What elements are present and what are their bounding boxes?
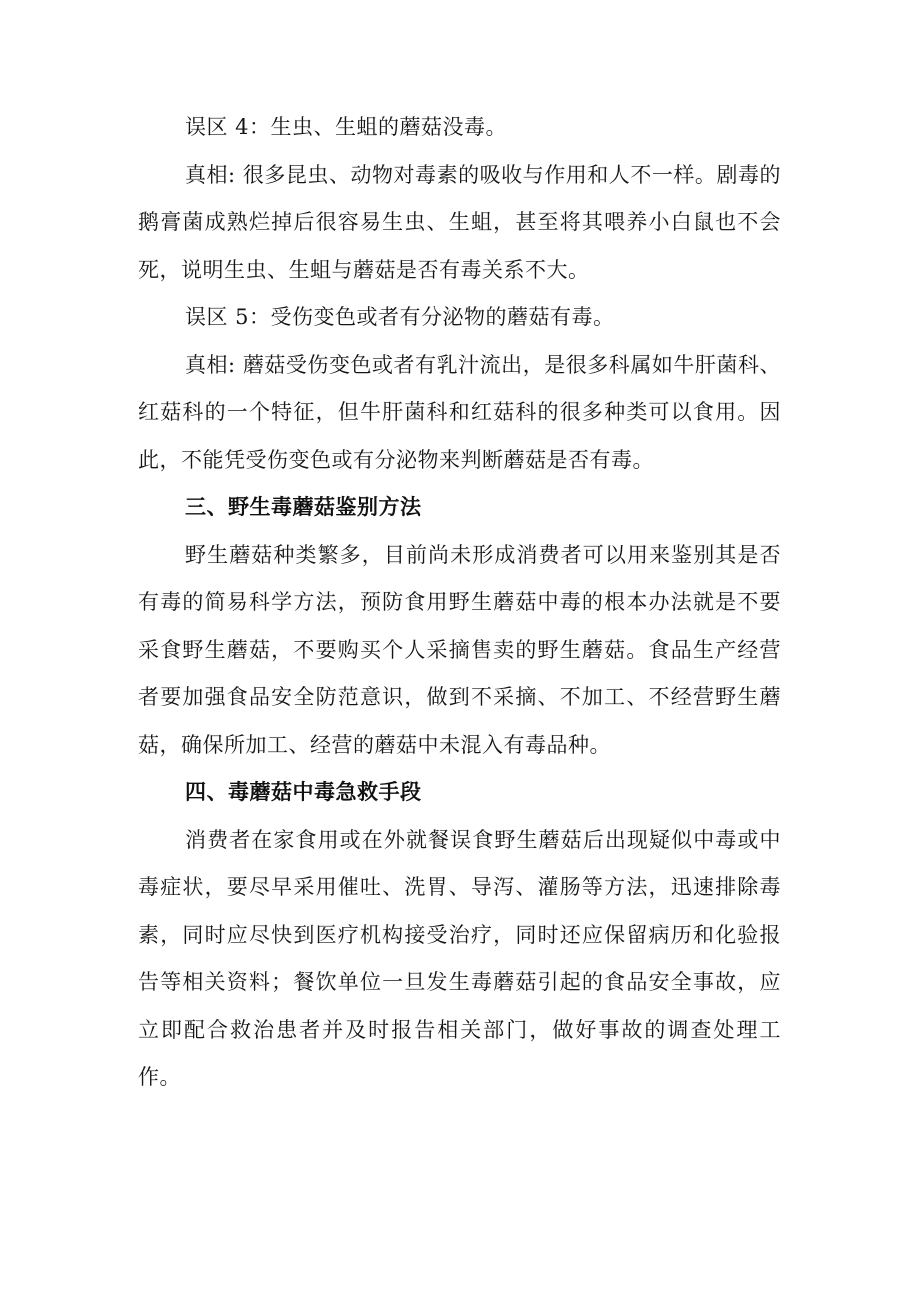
myth-4-truth: 真相: 很多昆虫、动物对毒素的吸收与作用和人不一样。剧毒的鹅膏菌成熟烂掉后很容易生虫、生蛆，甚至将其喂养小白鼠也不会死，说明生虫、生蛆与蘑菇是否有毒关系不大。 xyxy=(138,162,781,282)
document-body xyxy=(138,104,781,1102)
section-4-body: 消费者在家食用或在外就餐误食野生蘑菇后出现疑似中毒或中毒症状，要尽早采用催吐、洗胃、导泻、灌肠等方法，迅速排除毒素，同时应尽快到医疗机构接受治疗，同时还应保留病历和化验报告等相关资料；餐饮单位一旦发生毒蘑菇引起的食品安全事故，应立即配合救治患者并及时报告相关部门，做好事故的调查处理工作。 xyxy=(138,827,781,1089)
myth-5-truth: 真相: 蘑菇受伤变色或者有乳汁流出，是很多科属如牛肝菌科、红菇科的一个特征，但牛肝菌科和红菇科的很多种类可以食用。因此，不能凭受伤变色或有分泌物来判断蘑菇是否有毒。 xyxy=(138,352,781,472)
section-4-heading: 四、毒蘑菇中毒急救手段 xyxy=(185,780,422,804)
section-3-heading: 三、野生毒蘑菇鉴别方法 xyxy=(185,495,422,519)
myth-4-title: 误区 4：生虫、生蛆的蘑菇没毒。 xyxy=(185,115,508,139)
section-3-body: 野生蘑菇种类繁多，目前尚未形成消费者可以用来鉴别其是否有毒的简易科学方法，预防食用野生蘑菇中毒的根本办法就是不要采食野生蘑菇，不要购买个人采摘售卖的野生蘑菇。食品生产经营者要加强食品安全防范意识，做到不采摘、不加工、不经营野生蘑菇，确保所加工、经营的蘑菇中未混入有毒品种。 xyxy=(138,542,781,757)
myth-5-title: 误区 5：受伤变色或者有分泌物的蘑菇有毒。 xyxy=(185,305,615,329)
